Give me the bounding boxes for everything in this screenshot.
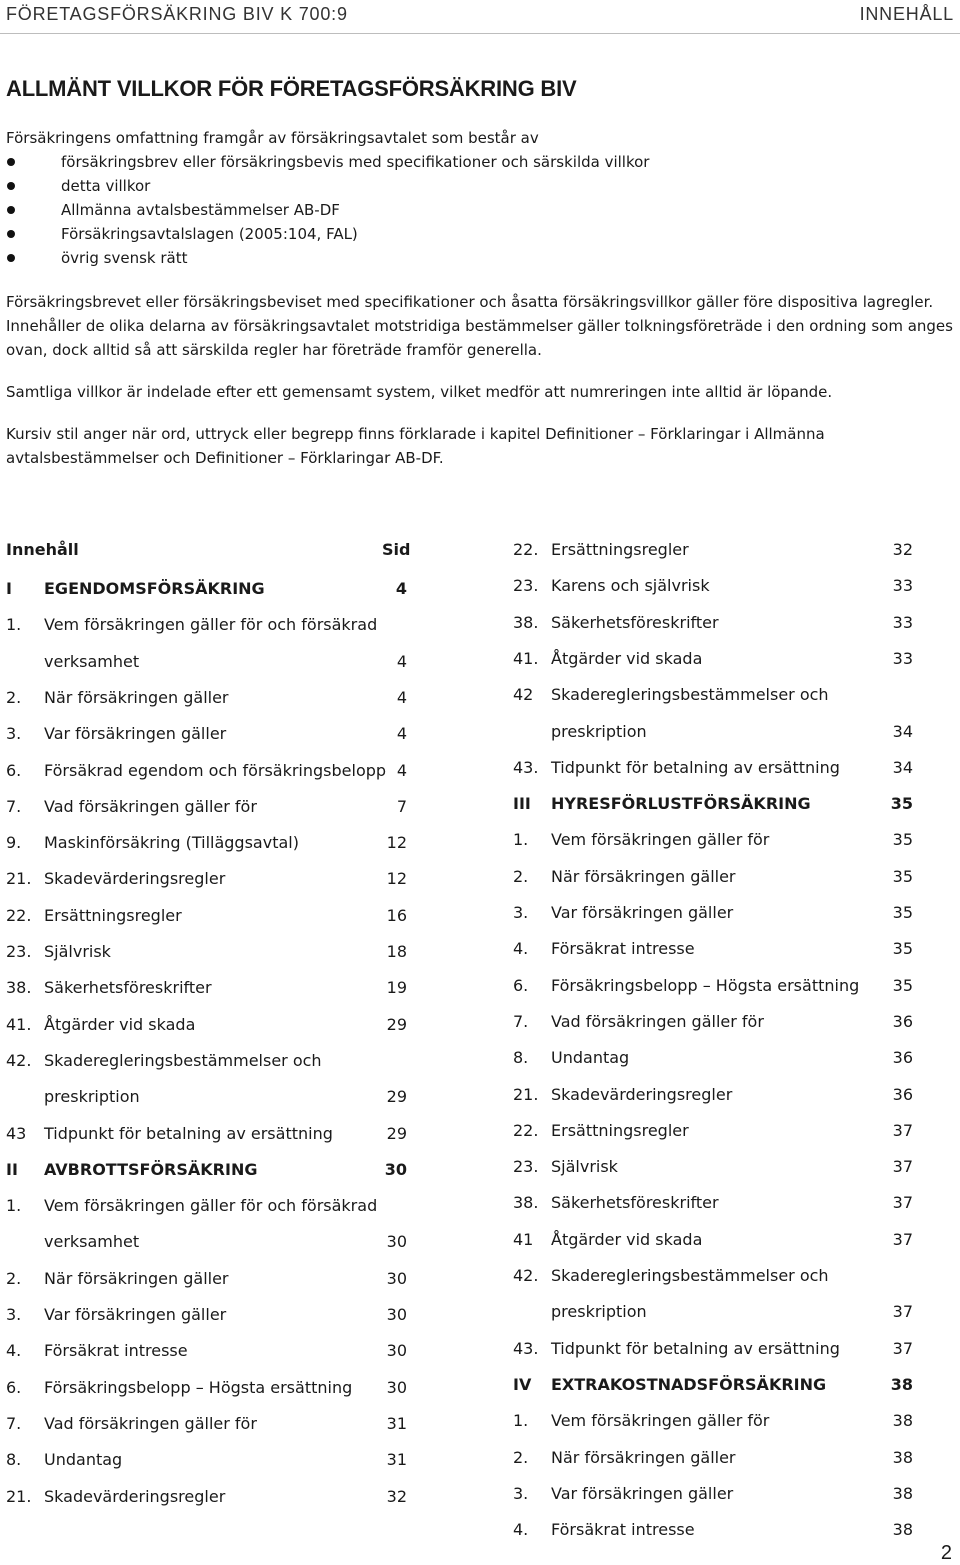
toc-entry-title: Åtgärder vid skada (551, 1229, 703, 1249)
bullet-item: försäkringsbrev eller försäkringsbevis med specifikationer och särskilda villkor (6, 150, 954, 174)
toc-entry-row[interactable] (6, 1232, 407, 1256)
bullet-dot-icon (7, 182, 15, 190)
toc-entry-number: 43. (513, 757, 539, 777)
toc-entry-title: preskription (551, 1302, 647, 1322)
toc-entry-number: 2. (513, 1447, 529, 1467)
toc-entry-title: Skadevärderingsregler (44, 1486, 226, 1506)
toc-entry-page: 35 (892, 975, 913, 995)
toc-entry-row[interactable] (6, 869, 407, 893)
toc-entry-page: 19 (386, 978, 407, 998)
toc-entry-number: IV (513, 1374, 532, 1394)
toc-entry-title: Självrisk (551, 1157, 618, 1177)
toc-entry-title: Åtgärder vid skada (44, 1014, 196, 1034)
toc-entry-row[interactable] (513, 1230, 913, 1254)
toc-entry-title: Säkerhetsföreskrifter (551, 1193, 719, 1213)
toc-entry-page: 31 (386, 1413, 407, 1433)
toc-entry-row[interactable] (513, 1048, 913, 1072)
bullet-dot-icon (7, 230, 15, 238)
bullet-dot-icon (7, 158, 15, 166)
toc-entry-number: 41. (513, 648, 539, 668)
toc-entry-row[interactable] (6, 761, 407, 785)
toc-entry-title: Var försäkringen gäller (551, 903, 734, 922)
toc-entry-number: 8. (6, 1450, 22, 1470)
toc-entry-title: Maskinförsäkring (Tilläggsavtal) (44, 833, 299, 853)
toc-entry-row[interactable] (513, 613, 913, 637)
toc-entry-number: 1. (513, 1411, 529, 1431)
toc-entry-page: 4 (396, 687, 407, 707)
toc-entry-title: Var försäkringen gäller (44, 1305, 227, 1324)
toc-entry-title: EGENDOMSFÖRSÄKRING (44, 579, 265, 598)
toc-entry-row[interactable] (513, 867, 913, 891)
toc-entry-page: 36 (892, 1011, 913, 1031)
bullet-dot-icon (7, 254, 15, 262)
toc-entry-title: Säkerhetsföreskrifter (551, 612, 719, 632)
toc-entry-number: 3. (513, 903, 529, 922)
toc-entry-row[interactable] (6, 906, 407, 930)
toc-entry-number: 7. (513, 1011, 529, 1031)
toc-entry-row[interactable] (513, 1085, 913, 1109)
toc-entry-title: Försäkringsbelopp – Högsta ersättning (551, 975, 860, 995)
toc-entry-title: Var försäkringen gäller (551, 1483, 734, 1503)
toc-entry-number: 4. (513, 1520, 529, 1540)
toc-entry-page: 36 (892, 1084, 913, 1104)
header-document-code: FÖRETAGSFÖRSÄKRING BIV K 700:9 (6, 4, 348, 24)
toc-entry-title: Vem försäkringen gäller för och försäkrad (44, 1196, 378, 1216)
intro-paragraph-precedence: Försäkringsbrevet eller försäkringsbeviset med specifikationer och åsatta försäkringsvillkor gäller före dispositiva lagregler. Innehåller de olika delarna av försäkringsavtalet motstridiga bestämmelser gäller tolkningsföreträde i den ordning som anges ovan, dock alltid så att särskilda regler har företräde framför generella. (6, 293, 953, 359)
toc-section-row[interactable] (513, 794, 913, 818)
toc-entry-page: 18 (386, 942, 407, 961)
toc-entry-row[interactable] (513, 1012, 913, 1036)
toc-entry-row[interactable] (6, 1087, 407, 1111)
toc-entry-number: 1. (6, 615, 22, 635)
toc-entry-title: När försäkringen gäller (551, 866, 736, 886)
toc-entry-title: När försäkringen gäller (551, 1447, 736, 1467)
toc-entry-title: Skaderegleringsbestämmelser och (551, 1266, 829, 1285)
toc-entry-title: Var försäkringen gäller (44, 724, 227, 744)
toc-entry-page: 4 (395, 579, 407, 598)
toc-entry-page: 37 (892, 1302, 913, 1322)
bullet-item: detta villkor (6, 174, 954, 198)
toc-entry-title: Tidpunkt för betalning av ersättning (551, 757, 840, 777)
toc-entry-title: Skaderegleringsbestämmelser och (551, 685, 829, 705)
toc-entry-number: 22. (513, 540, 539, 559)
toc-entry-row[interactable] (513, 1448, 913, 1472)
toc-entry-row[interactable] (6, 797, 407, 821)
toc-entry-page: 30 (386, 1232, 407, 1252)
toc-section-row[interactable] (6, 579, 407, 603)
intro-paragraph-numbering: Samtliga villkor är indelade efter ett gemensamt system, vilket medför att numreringen inte alltid är löpande. (6, 383, 833, 401)
bullet-item: Försäkringsavtalslagen (2005:104, FAL) (6, 222, 954, 246)
toc-entry-row[interactable] (6, 1051, 407, 1075)
toc-entry-number: 4. (513, 939, 529, 959)
toc-entry-row[interactable] (6, 652, 407, 676)
toc-entry-title: Skaderegleringsbestämmelser och (44, 1050, 322, 1070)
toc-entry-title: Vad försäkringen gäller för (551, 1011, 764, 1031)
toc-entry-row[interactable] (6, 1305, 407, 1329)
toc-entry-page: 32 (386, 1486, 407, 1506)
toc-entry-number: 23. (513, 576, 539, 596)
toc-entry-number: 8. (513, 1048, 529, 1068)
toc-entry-number: 38. (6, 978, 32, 998)
toc-entry-title: Undantag (551, 1048, 630, 1068)
toc-entry-title: Skadevärderingsregler (44, 869, 226, 889)
toc-entry-row[interactable] (513, 1302, 913, 1326)
toc-entry-page: 38 (892, 1520, 913, 1540)
toc-entry-title: Ersättningsregler (551, 1120, 689, 1140)
toc-entry-row[interactable] (513, 649, 913, 673)
toc-entry-number: 21. (513, 1084, 539, 1104)
toc-entry-number: 21. (6, 1486, 32, 1506)
toc-entry-number: 23. (6, 942, 32, 961)
toc-entry-title: Vad försäkringen gäller för (44, 796, 257, 816)
toc-entry-page: 33 (892, 612, 913, 632)
toc-entry-page: 30 (384, 1159, 407, 1179)
toc-entry-row[interactable] (6, 1269, 407, 1293)
toc-entry-row[interactable] (6, 615, 407, 639)
bullet-item: övrig svensk rätt (6, 246, 954, 270)
toc-entry-row[interactable] (513, 722, 913, 746)
intro-section (6, 126, 954, 470)
toc-entry-number: 42. (6, 1050, 32, 1070)
toc-entry-page: 38 (892, 1483, 913, 1503)
toc-entry-page: 30 (386, 1377, 407, 1397)
toc-heading: Innehåll (6, 540, 79, 559)
toc-entry-number: 7. (6, 1413, 22, 1433)
toc-entry-title: Skadevärderingsregler (551, 1084, 733, 1104)
toc-entry-row[interactable] (6, 1341, 407, 1365)
toc-entry-page: 4 (396, 724, 407, 744)
toc-entry-number: III (513, 794, 531, 814)
toc-entry-row[interactable] (513, 903, 913, 927)
toc-entry-row[interactable] (513, 1266, 913, 1290)
intro-lead: Försäkringens omfattning framgår av försäkringsavtalet som består av (6, 129, 539, 147)
toc-entry-title: preskription (551, 721, 647, 741)
toc-entry-row[interactable] (6, 1196, 407, 1220)
toc-entry-title: När försäkringen gäller (44, 687, 229, 707)
toc-entry-page: 12 (386, 869, 407, 889)
toc-entry-page: 36 (892, 1048, 913, 1068)
toc-entry-row[interactable] (6, 942, 407, 966)
toc-entry-number: 23. (513, 1157, 539, 1177)
toc-entry-page: 35 (892, 830, 913, 850)
toc-entry-page: 7 (396, 796, 407, 816)
toc-entry-page: 4 (396, 760, 407, 780)
toc-entry-page: 12 (386, 833, 407, 853)
toc-entry-row[interactable] (6, 1015, 407, 1039)
toc-entry-page: 35 (892, 939, 913, 959)
running-header (0, 0, 960, 34)
toc-entry-title: HYRESFÖRLUSTFÖRSÄKRING (551, 794, 811, 814)
toc-entry-number: 43. (513, 1338, 539, 1358)
toc-entry-row[interactable] (513, 540, 913, 564)
toc-entry-title: AVBROTTSFÖRSÄKRING (44, 1159, 258, 1179)
toc-entry-row[interactable] (513, 939, 913, 963)
toc-entry-number: 2. (513, 866, 529, 886)
toc-entry-title: Försäkrat intresse (551, 939, 695, 959)
toc-entry-number: 42. (513, 1266, 539, 1285)
toc-entry-row[interactable] (6, 833, 407, 857)
toc-entry-row[interactable] (6, 724, 407, 748)
toc-entry-number: II (6, 1159, 18, 1179)
toc-entry-title: verksamhet (44, 1232, 140, 1252)
intro-bullet-list (6, 150, 954, 270)
toc-entry-title: Försäkringsbelopp – Högsta ersättning (44, 1377, 353, 1397)
toc-entry-page: 30 (386, 1341, 407, 1361)
header-section-name: INNEHÅLL (859, 4, 954, 24)
toc-entry-page: 37 (892, 1120, 913, 1140)
toc-entry-page: 32 (892, 540, 913, 559)
toc-entry-page: 29 (386, 1014, 407, 1034)
toc-entry-number: 22. (513, 1120, 539, 1140)
toc-entry-row[interactable] (513, 1193, 913, 1217)
toc-entry-title: Självrisk (44, 942, 111, 961)
toc-entry-number: 42 (513, 685, 534, 705)
toc-entry-page: 16 (386, 905, 407, 925)
toc-entry-row[interactable] (513, 1121, 913, 1145)
toc-entry-number: 3. (6, 724, 22, 744)
toc-entry-number: 3. (513, 1483, 529, 1503)
toc-entry-number: 38. (513, 612, 539, 632)
toc-entry-title: Karens och självrisk (551, 576, 710, 596)
toc-entry-number: 43 (6, 1123, 27, 1143)
toc-entry-page: 33 (892, 576, 913, 596)
toc-entry-title: Undantag (44, 1450, 123, 1470)
toc-entry-title: Tidpunkt för betalning av ersättning (551, 1338, 840, 1358)
toc-entry-number: 6. (513, 975, 529, 995)
toc-entry-row[interactable] (513, 830, 913, 854)
toc-entry-number: 3. (6, 1305, 22, 1324)
toc-entry-row[interactable] (513, 758, 913, 782)
toc-entry-title: Försäkrad egendom och försäkringsbelopp (44, 760, 387, 780)
toc-entry-title: Tidpunkt för betalning av ersättning (44, 1123, 333, 1143)
toc-entry-title: När försäkringen gäller (44, 1268, 229, 1288)
toc-entry-row[interactable] (6, 1487, 407, 1511)
toc-entry-page: 37 (892, 1338, 913, 1358)
toc-entry-page: 38 (890, 1374, 913, 1394)
toc-entry-page: 37 (892, 1229, 913, 1249)
toc-entry-number: I (6, 579, 12, 598)
toc-entry-row[interactable] (513, 576, 913, 600)
toc-entry-page: 38 (892, 1447, 913, 1467)
toc-entry-title: Försäkrat intresse (551, 1520, 695, 1540)
toc-entry-number: 4. (6, 1341, 22, 1361)
toc-entry-number: 41. (6, 1014, 32, 1034)
toc-entry-title: EXTRAKOSTNADSFÖRSÄKRING (551, 1374, 827, 1394)
toc-entry-title: verksamhet (44, 651, 140, 671)
toc-entry-number: 41 (513, 1229, 534, 1249)
toc-entry-page: 34 (892, 757, 913, 777)
bullet-item: Allmänna avtalsbestämmelser AB-DF (6, 198, 954, 222)
toc-entry-page: 38 (892, 1411, 913, 1431)
toc-entry-row[interactable] (6, 1414, 407, 1438)
toc-page-heading: Sid (382, 540, 411, 559)
toc-entry-page: 33 (892, 648, 913, 668)
toc-entry-page: 34 (892, 721, 913, 741)
toc-entry-number: 21. (6, 869, 32, 889)
toc-entry-page: 31 (386, 1450, 407, 1470)
toc-entry-page: 29 (386, 1087, 407, 1107)
toc-entry-row[interactable] (513, 1411, 913, 1435)
toc-entry-row[interactable] (513, 1339, 913, 1363)
toc-entry-row[interactable] (513, 1520, 913, 1544)
toc-entry-row[interactable] (513, 1157, 913, 1181)
toc-entry-title: Vem försäkringen gäller för (551, 1411, 770, 1431)
toc-entry-number: 2. (6, 687, 22, 707)
toc-entry-row[interactable] (6, 688, 407, 712)
toc-entry-number: 6. (6, 760, 22, 780)
toc-entry-page: 30 (386, 1305, 407, 1324)
toc-entry-page: 35 (892, 903, 913, 922)
toc-entry-page: 30 (386, 1268, 407, 1288)
page-number: 2 (940, 1542, 952, 1564)
toc-entry-title: Försäkrat intresse (44, 1341, 188, 1361)
toc-entry-row[interactable] (513, 1484, 913, 1508)
toc-entry-page: 35 (890, 794, 913, 814)
toc-entry-row[interactable] (6, 1450, 407, 1474)
toc-entry-number: 9. (6, 833, 22, 853)
toc-entry-page: 35 (892, 866, 913, 886)
toc-entry-title: preskription (44, 1087, 140, 1107)
toc-entry-number: 6. (6, 1377, 22, 1397)
toc-entry-title: Vem försäkringen gäller för och försäkrad (44, 615, 378, 635)
toc-entry-number: 2. (6, 1268, 22, 1288)
toc-entry-row[interactable] (513, 685, 913, 709)
toc-entry-number: 1. (6, 1196, 22, 1216)
toc-entry-title: Åtgärder vid skada (551, 648, 703, 668)
toc-entry-title: Vad försäkringen gäller för (44, 1413, 257, 1433)
toc-section-row[interactable] (513, 1375, 913, 1399)
toc-entry-number: 1. (513, 830, 529, 850)
toc-entry-number: 22. (6, 905, 32, 925)
toc-entry-row[interactable] (513, 976, 913, 1000)
toc-entry-title: Ersättningsregler (44, 905, 182, 925)
toc-entry-row[interactable] (6, 978, 407, 1002)
toc-section-row[interactable] (6, 1160, 407, 1184)
toc-entry-number: 38. (513, 1193, 539, 1213)
toc-entry-title: Vem försäkringen gäller för (551, 830, 770, 850)
toc-entry-row[interactable] (6, 1124, 407, 1148)
toc-entry-page: 37 (892, 1157, 913, 1177)
toc-entry-page: 4 (396, 651, 407, 671)
toc-entry-number: 7. (6, 796, 22, 816)
bullet-dot-icon (7, 206, 15, 214)
toc-entry-page: 29 (386, 1123, 407, 1143)
toc-entry-row[interactable] (6, 1378, 407, 1402)
toc-entry-page: 37 (892, 1193, 913, 1213)
intro-paragraph-italics: Kursiv stil anger när ord, uttryck eller begrepp finns förklarade i kapitel Definitioner – Förklaringar i Allmänna avtalsbestämmelser och Definitioner – Förklaringar AB-DF. (6, 425, 825, 467)
toc-entry-title: Ersättningsregler (551, 540, 689, 559)
toc-entry-title: Säkerhetsföreskrifter (44, 978, 212, 998)
page-title: ALLMÄNT VILLKOR FÖR FÖRETAGSFÖRSÄKRING BIV (6, 76, 577, 101)
